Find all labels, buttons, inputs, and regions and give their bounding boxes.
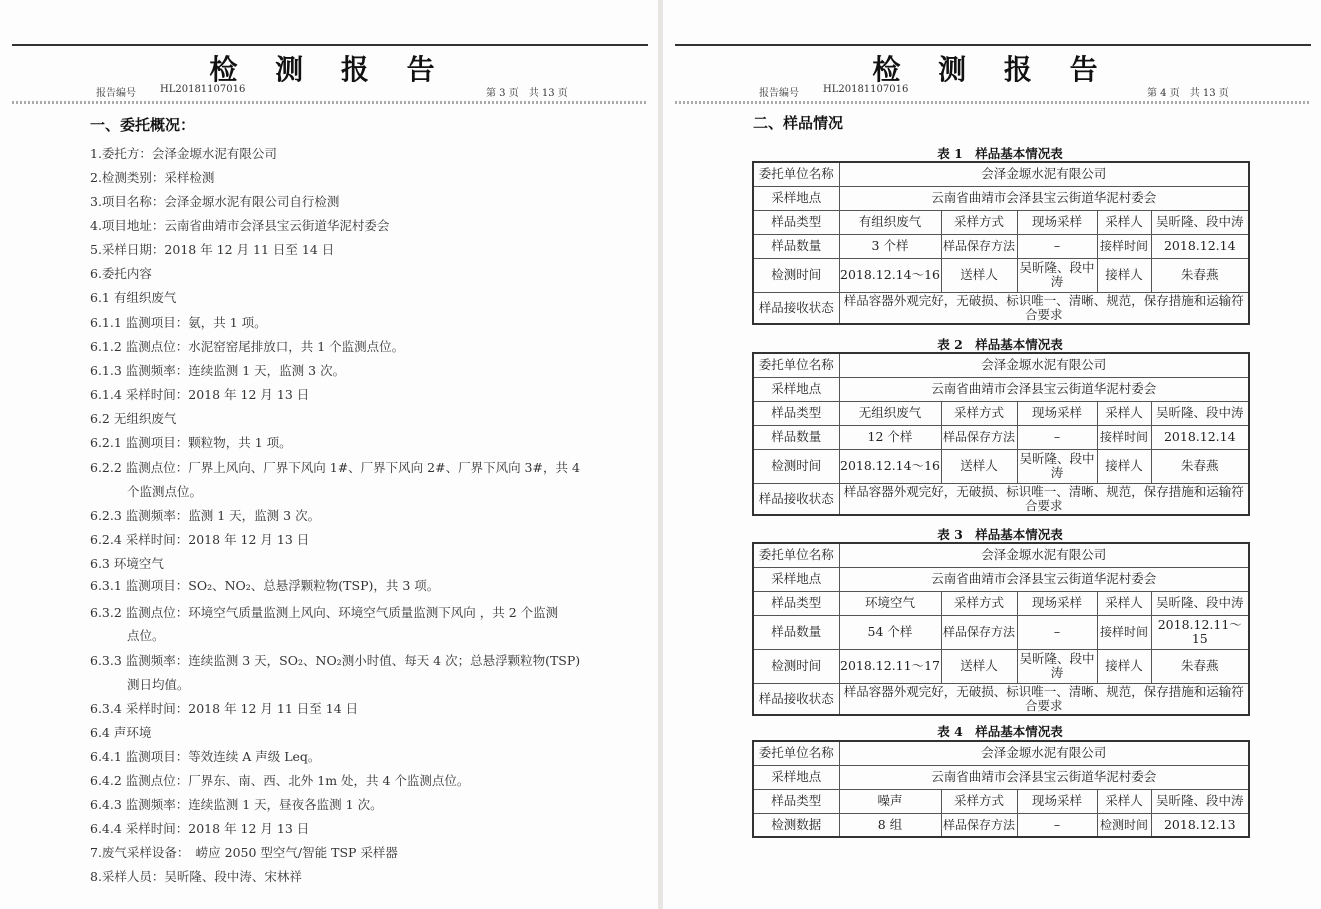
table-caption: 表 4 样品基本情况表: [937, 724, 1063, 739]
text-line: 6.1.4 采样时间：2018 年 12 月 13 日: [90, 387, 310, 402]
label-cell: 采样地点: [753, 377, 839, 401]
label-cell: 接样时间: [1097, 425, 1151, 449]
label-cell: 检测时间: [753, 449, 839, 483]
text-line: 6.1.1 监测项目：氨，共 1 项。: [90, 315, 267, 330]
sampler-value: 吴昕隆、段中涛: [1151, 210, 1249, 234]
text-line: 6.3.1 监测项目：SO₂、NO₂、总悬浮颗粒物(TSP)，共 3 项。: [90, 578, 440, 593]
page-number: 第 4 页 共 13 页: [1147, 88, 1229, 99]
site-value: 云南省曲靖市会泽县宝云街道华泥村委会: [839, 377, 1249, 401]
label-cell: 检测时间: [753, 649, 839, 683]
label-cell: 样品数量: [753, 425, 839, 449]
qty-value: 12 个样: [839, 425, 941, 449]
label-cell: 采样人: [1097, 789, 1151, 813]
label-cell: 采样方式: [941, 591, 1017, 615]
label-cell: 采样地点: [753, 567, 839, 591]
sender-value: 吴昕隆、段中涛: [1017, 649, 1097, 683]
method-value: 现场采样: [1017, 401, 1097, 425]
text-line: 6.3.4 采样时间：2018 年 12 月 11 日至 14 日: [90, 701, 359, 716]
qty-value: 54 个样: [839, 615, 941, 649]
type-value: 无组织废气: [839, 401, 941, 425]
text-line: 6.2 无组织废气: [90, 411, 177, 426]
label-cell: 委托单位名称: [753, 353, 839, 377]
report-number-label: 报告编号: [96, 88, 136, 99]
text-line: 2.检测类别：采样检测: [90, 170, 215, 185]
storage-value: –: [1017, 425, 1097, 449]
label-cell: 样品类型: [753, 210, 839, 234]
label-cell: 样品数量: [753, 234, 839, 258]
sampler-value: 吴昕隆、段中涛: [1151, 401, 1249, 425]
test-time-value: 2018.12.11～17: [839, 649, 941, 683]
label-cell: 样品保存方法: [941, 813, 1017, 837]
text-line: 测日均值。: [127, 677, 190, 692]
method-value: 现场采样: [1017, 789, 1097, 813]
type-value: 环境空气: [839, 591, 941, 615]
header-dotted-rule: [12, 101, 648, 104]
label-cell: 样品类型: [753, 591, 839, 615]
type-value: 噪声: [839, 789, 941, 813]
sample-table-4: [752, 740, 1250, 838]
text-line: 3.项目名称：会泽金塬水泥有限公司自行检测: [90, 194, 340, 209]
label-cell: 采样方式: [941, 401, 1017, 425]
test-time-value: 2018.12.13: [1151, 813, 1249, 837]
section-title: 二、样品情况: [753, 114, 844, 132]
sample-time-value: 2018.12.14: [1151, 425, 1249, 449]
text-line: 4.项目地址：云南省曲靖市会泽县宝云街道华泥村委会: [90, 218, 390, 233]
client-value: 会泽金塬水泥有限公司: [839, 543, 1249, 567]
sender-value: 吴昕隆、段中涛: [1017, 449, 1097, 483]
storage-value: –: [1017, 615, 1097, 649]
label-cell: 检测数据: [753, 813, 839, 837]
report-page-3: [0, 0, 658, 909]
label-cell: 样品接收状态: [753, 483, 839, 515]
label-cell: 采样人: [1097, 591, 1151, 615]
client-value: 会泽金塬水泥有限公司: [839, 162, 1249, 186]
label-cell: 样品接收状态: [753, 683, 839, 715]
text-line: 6.3.2 监测点位：环境空气质量监测上风向、环境空气质量监测下风向 ，共 2 个监测: [90, 605, 559, 620]
text-line: 7.废气采样设备： 崂应 2050 型空气/智能 TSP 采样器: [90, 845, 398, 860]
text-line: 6.2.4 采样时间：2018 年 12 月 13 日: [90, 532, 310, 547]
label-cell: 检测时间: [753, 258, 839, 292]
text-line: 8.采样人员：吴昕隆、段中涛、宋林祥: [90, 869, 302, 884]
text-line: 6.2.1 监测项目：颗粒物，共 1 项。: [90, 435, 292, 450]
text-line: 1.委托方：会泽金塬水泥有限公司: [90, 146, 277, 161]
header-rule: [12, 44, 648, 46]
client-value: 会泽金塬水泥有限公司: [839, 353, 1249, 377]
report-number-label: 报告编号: [759, 88, 799, 99]
label-cell: 样品保存方法: [941, 234, 1017, 258]
table-caption: 表 1 样品基本情况表: [937, 146, 1063, 161]
sample-table-2: [752, 352, 1250, 516]
method-value: 现场采样: [1017, 210, 1097, 234]
text-line: 6.4 声环境: [90, 725, 152, 740]
state-value: 样品容器外观完好，无破损、标识唯一、清晰、规范，保存措施和运输符合要求: [839, 683, 1249, 715]
client-value: 会泽金塬水泥有限公司: [839, 741, 1249, 765]
text-line: 6.4.4 采样时间：2018 年 12 月 13 日: [90, 821, 310, 836]
label-cell: 接样人: [1097, 258, 1151, 292]
sampler-value: 吴昕隆、段中涛: [1151, 591, 1249, 615]
site-value: 云南省曲靖市会泽县宝云街道华泥村委会: [839, 765, 1249, 789]
text-line: 6.4.2 监测点位：厂界东、南、西、北外 1m 处，共 4 个监测点位。: [90, 773, 470, 788]
label-cell: 接样人: [1097, 649, 1151, 683]
text-line: 点位。: [127, 628, 165, 643]
receiver-value: 朱春燕: [1151, 649, 1249, 683]
label-cell: 送样人: [941, 258, 1017, 292]
test-time-value: 2018.12.14～16: [839, 258, 941, 292]
site-value: 云南省曲靖市会泽县宝云街道华泥村委会: [839, 186, 1249, 210]
receiver-value: 朱春燕: [1151, 449, 1249, 483]
label-cell: 采样地点: [753, 765, 839, 789]
receiver-value: 朱春燕: [1151, 258, 1249, 292]
text-line: 6.1.2 监测点位：水泥窑窑尾排放口，共 1 个监测点位。: [90, 339, 405, 354]
label-cell: 送样人: [941, 649, 1017, 683]
sample-table-1: [752, 161, 1250, 325]
document-title: 检 测 报 告: [872, 53, 1112, 86]
text-line: 6.3 环境空气: [90, 556, 164, 571]
report-number: HL20181107016: [823, 84, 909, 95]
label-cell: 样品数量: [753, 615, 839, 649]
label-cell: 接样人: [1097, 449, 1151, 483]
label-cell: 委托单位名称: [753, 543, 839, 567]
label-cell: 样品保存方法: [941, 615, 1017, 649]
text-line: 6.1.3 监测频率：连续监测 1 天，监测 3 次。: [90, 363, 346, 378]
label-cell: 采样方式: [941, 210, 1017, 234]
text-line: 6.4.3 监测频率：连续监测 1 天，昼夜各监测 1 次。: [90, 797, 383, 812]
header-dotted-rule: [675, 101, 1311, 104]
label-cell: 样品接收状态: [753, 292, 839, 324]
test-data-value: 8 组: [839, 813, 941, 837]
header-rule: [675, 44, 1311, 46]
sample-time-value: 2018.12.11～15: [1151, 615, 1249, 649]
page-number: 第 3 页 共 13 页: [486, 88, 568, 99]
text-line: 6.3.3 监测频率：连续监测 3 天，SO₂、NO₂测小时值、每天 4 次；总悬浮颗粒物(TSP): [90, 653, 581, 668]
sampler-value: 吴昕隆、段中涛: [1151, 789, 1249, 813]
site-value: 云南省曲靖市会泽县宝云街道华泥村委会: [839, 567, 1249, 591]
text-line: 6.2.2 监测点位：厂界上风向、厂界下风向 1#、厂界下风向 2#、厂界下风向 3#，共 4: [90, 460, 580, 475]
label-cell: 采样地点: [753, 186, 839, 210]
text-line: 6.2.3 监测频率：监测 1 天，监测 3 次。: [90, 508, 321, 523]
label-cell: 送样人: [941, 449, 1017, 483]
document-title: 检 测 报 告: [209, 53, 449, 86]
text-line: 个监测点位。: [127, 484, 203, 499]
method-value: 现场采样: [1017, 591, 1097, 615]
sample-table-3: [752, 542, 1250, 716]
label-cell: 检测时间: [1097, 813, 1151, 837]
text-line: 6.1 有组织废气: [90, 290, 177, 305]
label-cell: 接样时间: [1097, 234, 1151, 258]
text-line: 6.4.1 监测项目：等效连续 A 声级 Leq。: [90, 749, 321, 764]
label-cell: 接样时间: [1097, 615, 1151, 649]
label-cell: 样品类型: [753, 401, 839, 425]
section-title: 一、委托概况：: [90, 116, 196, 134]
label-cell: 采样方式: [941, 789, 1017, 813]
type-value: 有组织废气: [839, 210, 941, 234]
text-line: 5.采样日期：2018 年 12 月 11 日至 14 日: [90, 242, 335, 257]
storage-value: –: [1017, 813, 1097, 837]
qty-value: 3 个样: [839, 234, 941, 258]
sample-time-value: 2018.12.14: [1151, 234, 1249, 258]
label-cell: 采样人: [1097, 210, 1151, 234]
table-caption: 表 3 样品基本情况表: [937, 527, 1063, 542]
state-value: 样品容器外观完好，无破损、标识唯一、清晰、规范，保存措施和运输符合要求: [839, 292, 1249, 324]
label-cell: 样品保存方法: [941, 425, 1017, 449]
text-line: 6.委托内容: [90, 266, 152, 281]
label-cell: 委托单位名称: [753, 162, 839, 186]
storage-value: –: [1017, 234, 1097, 258]
label-cell: 采样人: [1097, 401, 1151, 425]
table-caption: 表 2 样品基本情况表: [937, 337, 1063, 352]
state-value: 样品容器外观完好，无破损、标识唯一、清晰、规范，保存措施和运输符合要求: [839, 483, 1249, 515]
label-cell: 样品类型: [753, 789, 839, 813]
report-number: HL20181107016: [160, 84, 246, 95]
label-cell: 委托单位名称: [753, 741, 839, 765]
sender-value: 吴昕隆、段中涛: [1017, 258, 1097, 292]
test-time-value: 2018.12.14～16: [839, 449, 941, 483]
